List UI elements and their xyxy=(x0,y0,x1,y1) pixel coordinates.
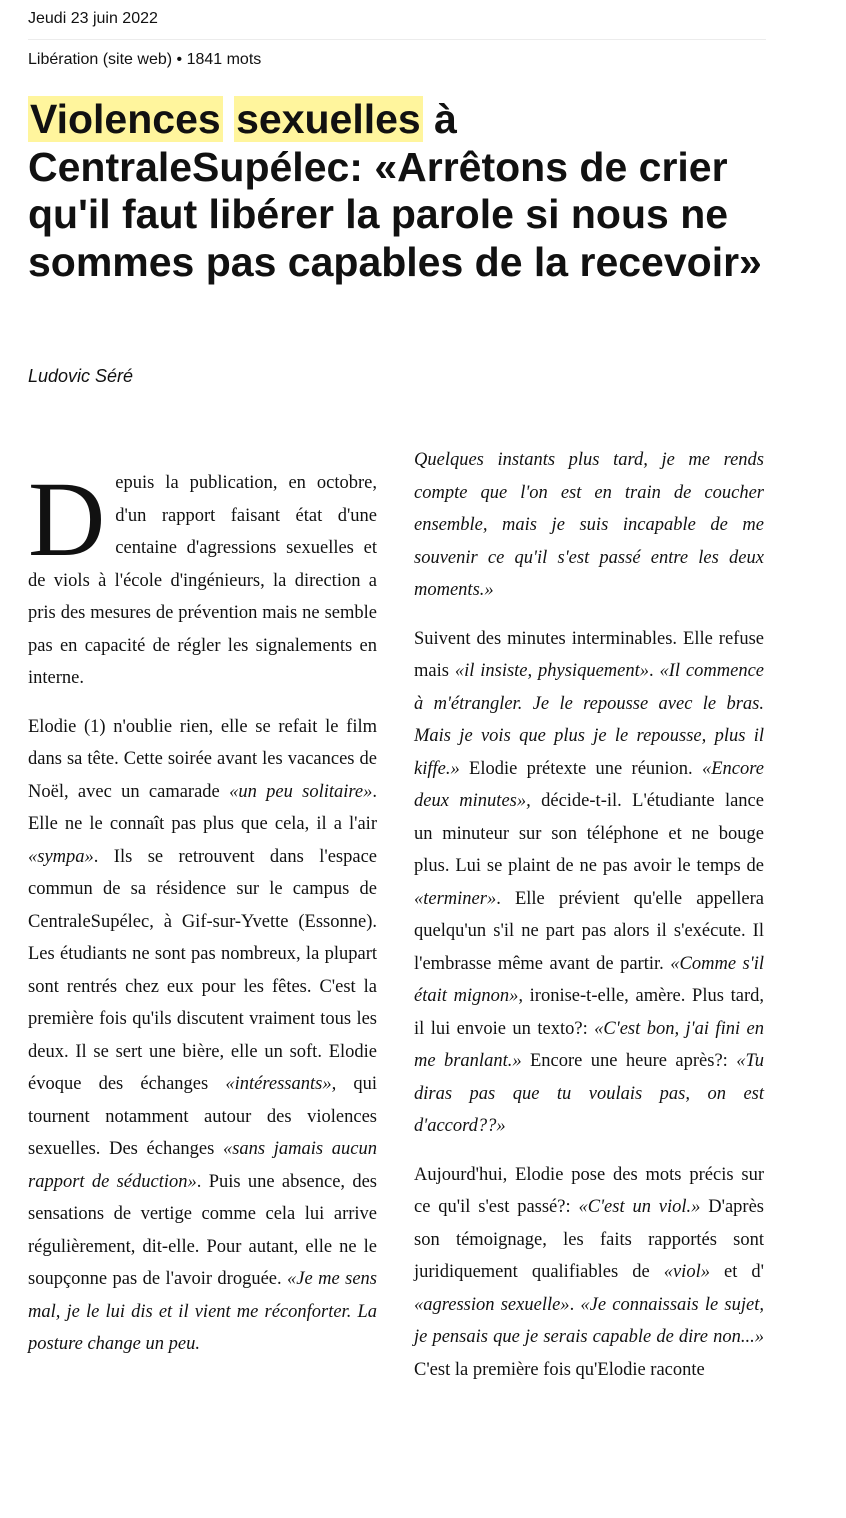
body-text: décide-t-il. L'étudiante lance un minuteur sur son téléphone et ne bouge plus. Lui se plaint de ne pas avoir le temps de xyxy=(414,791,764,876)
body-text: C'est la première fois qu'Elodie raconte xyxy=(414,1359,705,1380)
body-text: Aujourd'hui, Elodie pose des mots précis sur ce qu'il s'est passé?: xyxy=(414,1164,764,1217)
body-text: Suivent des minutes interminables. Elle refuse mais xyxy=(414,628,764,681)
body-text: qui tournent notamment autour des violences sexuelles. Des échanges xyxy=(28,1074,377,1159)
body-text: et d' xyxy=(709,1262,765,1282)
body-text: Elodie (1) n'oublie rien, elle se refait le film dans sa tête. Cette soirée avant les vacances de Noël, avec un camarade xyxy=(28,716,377,802)
title-highlight-1: Violences xyxy=(30,96,221,142)
paragraph-4 xyxy=(414,623,764,1143)
header-divider xyxy=(28,39,766,40)
body-text: . xyxy=(569,1294,581,1315)
paragraph-1 xyxy=(28,461,377,695)
body-text: . xyxy=(649,661,660,681)
quote-text: «sans jamais aucun rapport de séduction» xyxy=(28,1139,377,1192)
body-text: ironise-t-elle, amère. Plus tard, il lui envoie un texto?: xyxy=(414,986,764,1039)
quote-text: «il insiste, physiquement» xyxy=(454,661,649,681)
quote-text: Quelques instants plus tard, je me rends compte que l'on est en train de coucher ensemble, mais je suis incapable de me souvenir ce qu'il s'est passé entre les deux moments.» xyxy=(414,450,764,600)
quote-text: «Je me sens mal, je le lui dis et il vient me réconforter. La posture change un peu. xyxy=(28,1269,377,1354)
quote-text: «terminer» xyxy=(414,888,497,909)
body-text: . Puis une absence, des sensations de vertige comme cela lui arrive régulièrement, dit-elle. Pour autant, elle ne le soupçonne pas de l'avoir droguée. xyxy=(28,1171,378,1289)
quote-text: «viol» xyxy=(663,1262,710,1282)
quote-text: «Il commence à m'étrangler. Je le repousse avec le bras. Mais je vois que plus je le repousse, plus il kiffe.» xyxy=(414,661,764,779)
article-author: Ludovic Séré xyxy=(28,366,134,386)
quote-text: «C'est bon, j'ai fini en me branlant.» xyxy=(414,1018,764,1071)
article-column-1 xyxy=(28,461,378,1377)
body-text: Elodie prétexte une réunion. xyxy=(459,758,702,779)
body-text: . Elle ne le connaît pas plus que cela, il a l'air xyxy=(28,781,377,834)
paragraph-3 xyxy=(414,444,764,607)
article-column-2 xyxy=(414,444,764,1402)
article-title xyxy=(28,96,788,286)
drop-cap: D xyxy=(28,461,106,579)
quote-text: «un peu solitaire» xyxy=(229,781,373,802)
quote-text: «Comme s'il était mignon», xyxy=(414,953,764,1006)
title-highlight-2: sexuelles xyxy=(236,96,421,142)
quote-text: «agression sexuelle» xyxy=(414,1294,570,1315)
article-source: Libération (site web) • 1841 mots xyxy=(28,51,262,68)
quote-text: «sympa» xyxy=(28,846,94,867)
article-date: Jeudi 23 juin 2022 xyxy=(28,10,158,27)
body-text: . Ils se retrouvent dans l'espace commun de sa résidence sur le campus de CentraleSupélec, à Gif-sur-Yvette (Essonne). Les étudiants ne sont pas nombreux, la plupart sont rentrés chez eux pour les fêtes. C'est la première fois qu'ils discutent vraiment tous les deux. Il se sert une bière, elle un soft. Elodie évoque des échanges xyxy=(28,846,377,1094)
paragraph-2 xyxy=(28,711,377,1361)
body-text: Encore une heure après?: xyxy=(521,1051,737,1071)
body-text: D'après son témoignage, les faits rapportés sont juridiquement qualifiables de xyxy=(414,1197,765,1282)
quote-text: «Je connaissais le sujet, je pensais que je serais capable de dire non...» xyxy=(414,1294,764,1347)
quote-text: «Tu diras pas que tu voulais pas, on est d'accord??» xyxy=(414,1051,764,1136)
title-text: à CentraleSupélec: «Arrêtons de crier qu'il faut libérer la parole si nous ne sommes pas capables de la recevoir» xyxy=(28,96,762,285)
quote-text: «Encore deux minutes», xyxy=(414,758,764,811)
paragraph-5 xyxy=(414,1159,764,1387)
body-text: . Elle prévient qu'elle appellera quelqu'un s'il ne part pas alors il s'exécute. Il l'embrasse même avant de partir. xyxy=(414,888,764,974)
quote-text: «intéressants», xyxy=(225,1074,337,1094)
quote-text: «C'est un viol.» xyxy=(578,1197,701,1217)
paragraph-1-text: epuis la publication, en octobre, d'un rapport faisant état d'une centaine d'agressions sexuelles et de viols à l'école d'ingénieurs, la direction a pris des mesures de prévention mais ne semble pas en capacité de régler les signalements en interne. xyxy=(28,473,377,688)
